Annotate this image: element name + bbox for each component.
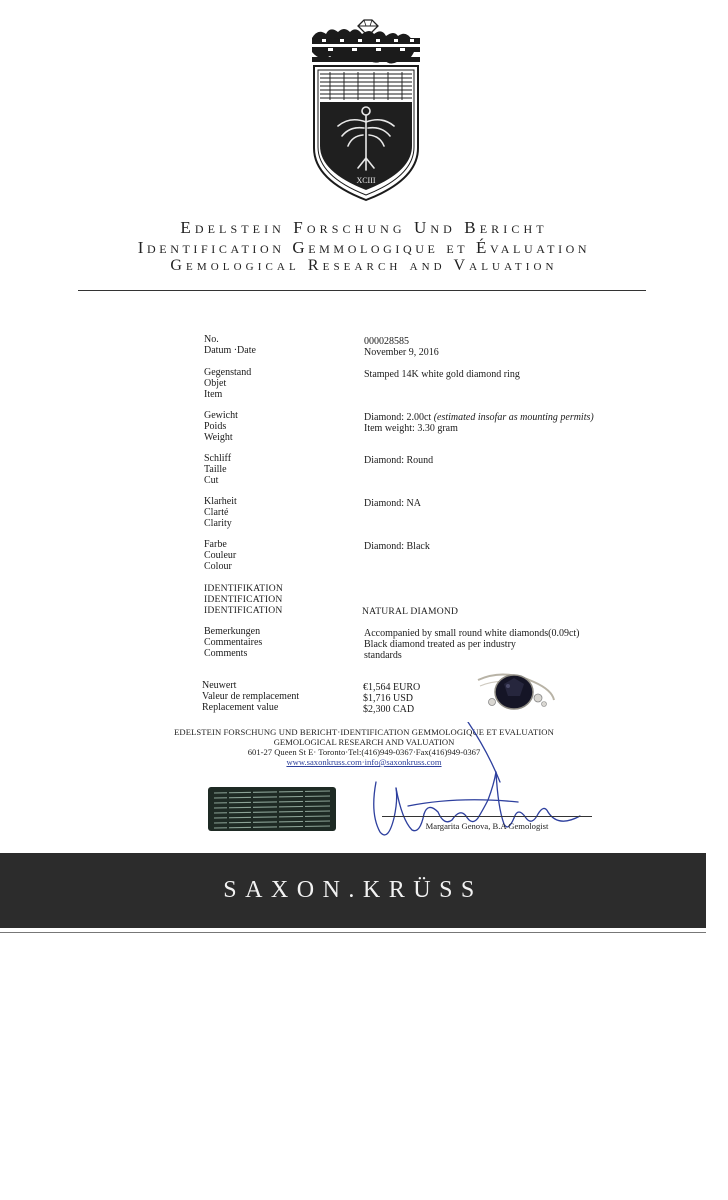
comments-value-line2: Black diamond treated as per industry [364,639,516,650]
comments-value-line1: Accompanied by small round white diamonds(0.09ct) [364,628,580,639]
colour-label-en: Colour [204,561,232,572]
header-divider [78,290,646,291]
item-label-de: Gegenstand [204,367,252,378]
value-label-fr: Valeur de remplacement [202,691,300,702]
diamond-weight: Diamond: 2.00ct [364,412,432,423]
identification-label-fr: IDENTIFICATION [204,594,283,605]
footer-address: 601-27 Queen St E· Toronto·Tel:(416)949-0367·Fax(416)949-0367 [247,747,481,757]
crest-numeral: XCIII [356,176,376,185]
weight-value [364,412,594,423]
item-value: Stamped 14K white gold diamond ring [364,369,520,380]
institute-name-en: Gemological Research and Valuation [170,257,558,274]
weight-label-de: Gewicht [204,410,238,421]
colour-label-de: Farbe [204,539,227,550]
report-number-label: No. [204,334,219,345]
colour-label-fr: Couleur [204,550,237,561]
report-date-label: Datum ·Date [204,345,256,356]
institute-name-de: Edelstein Forschung Und Bericht [180,218,548,237]
weight-label-fr: Poids [204,421,227,432]
identification-label-en: IDENTIFICATION [204,605,283,616]
comments-label-fr: Commentaires [204,637,263,648]
comments-value-line3: standards [364,650,402,661]
comments-label-de: Bemerkungen [204,626,261,637]
value-euro: €1,564 EURO [363,682,421,693]
signer-name: Margarita Genova, B.A Gemologist [425,821,549,831]
item-weight-value: Item weight: 3.30 gram [364,423,458,434]
identification-value: NATURAL DIAMOND [362,606,459,617]
value-label-en: Replacement value [202,702,279,713]
clarity-label-de: Klarheit [204,496,237,507]
ring-photo [474,660,556,716]
institute-name-fr: Identification Gemmologique et Évaluation [137,238,591,257]
eagle-shield-crest-icon [300,8,432,208]
colour-value: Diamond: Black [364,541,430,552]
value-usd: $1,716 USD [363,693,414,704]
weight-note: (estimated insofar as mounting permits) [433,412,594,423]
cut-label-fr: Taille [204,464,227,475]
cut-label-en: Cut [204,475,219,486]
weight-label-en: Weight [204,432,233,443]
page-edge [0,932,706,933]
cut-value: Diamond: Round [364,455,434,466]
footer-institute-names: EDELSTEIN FORSCHUNG UND BERICHT·IDENTIFICATION GEMMOLOGIQUE ET EVALUATION [174,727,554,737]
footer-institute-en: GEMOLOGICAL RESEARCH AND VALUATION [273,737,455,747]
item-label-fr: Objet [204,378,227,389]
clarity-value: Diamond: NA [364,498,421,509]
value-cad: $2,300 CAD [363,704,415,715]
cut-label-de: Schliff [204,453,232,464]
hologram-security-sticker-icon [208,787,336,831]
comments-label-en: Comments [204,648,248,659]
identification-label-de: IDENTIFIKATION [204,583,284,594]
clarity-label-en: Clarity [204,518,232,529]
brand-band [0,853,706,928]
report-number-value: 000028585 [364,336,409,347]
brand-name: SAXON.KRÜSS [223,877,483,903]
item-label-en: Item [204,389,223,400]
clarity-label-fr: Clarté [204,507,229,518]
signature-line [382,816,592,817]
report-date-value: November 9, 2016 [364,347,439,358]
value-label-de: Neuwert [202,680,237,691]
footer-website-link[interactable]: www.saxonkruss.com·info@saxonkruss.com [286,757,442,767]
